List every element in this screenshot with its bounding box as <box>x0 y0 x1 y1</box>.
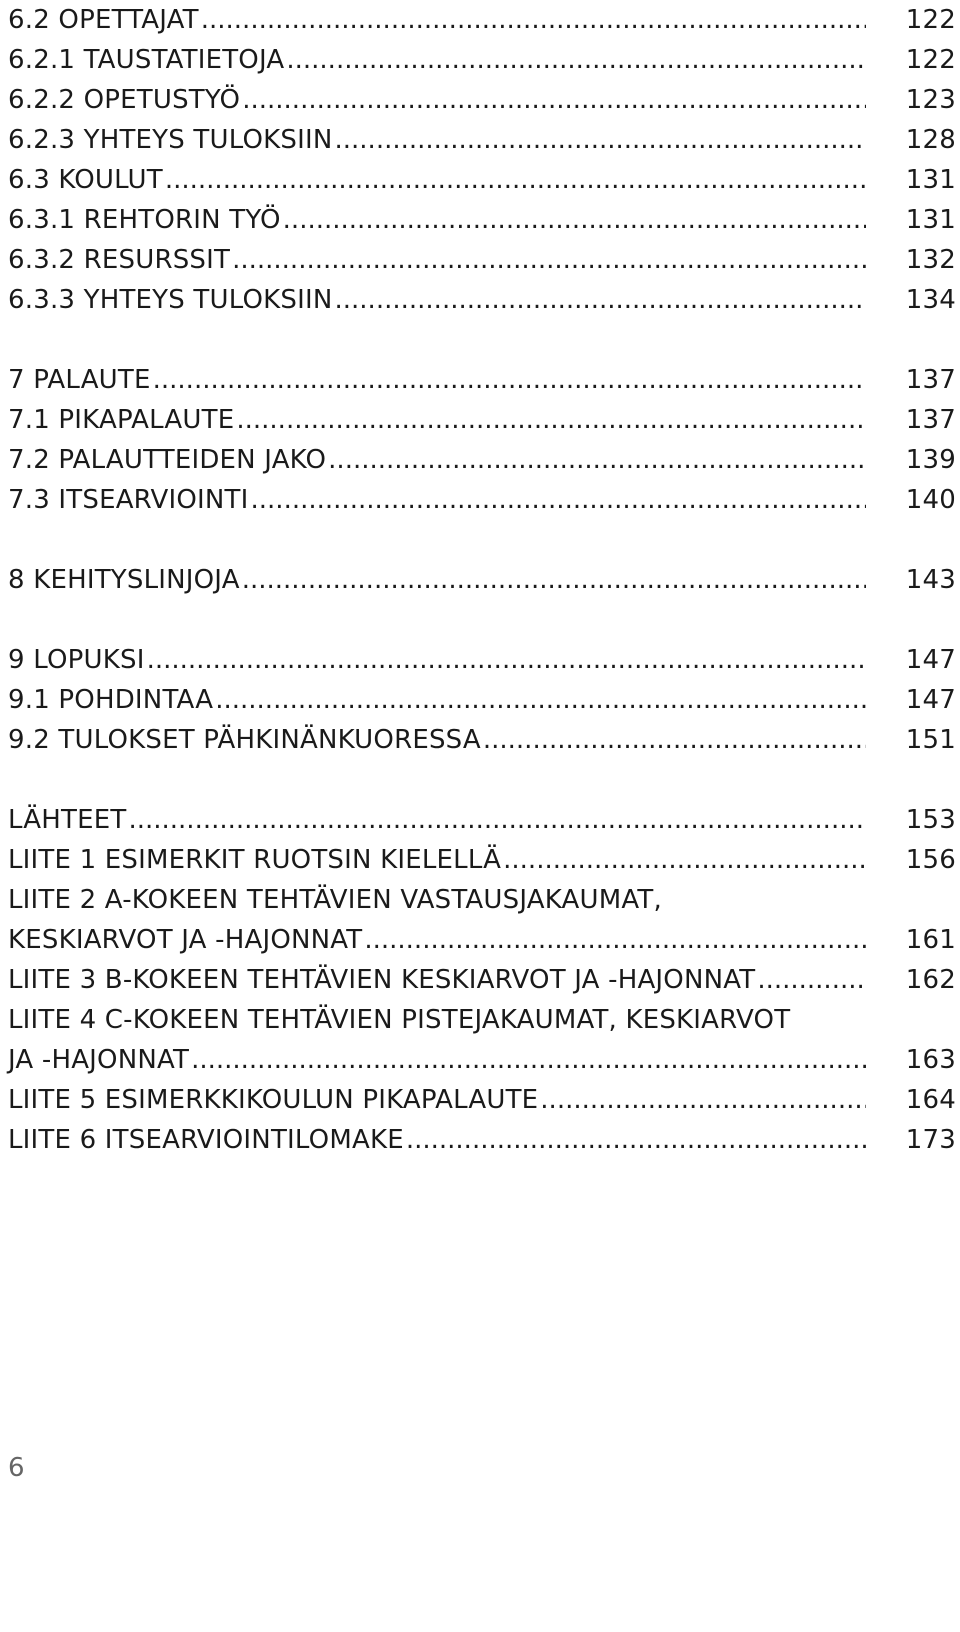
toc-leader-dots <box>335 120 867 160</box>
toc-entry <box>8 120 956 160</box>
toc-entry-title: LIITE 1 ESIMERKIT RUOTSIN KIELELLÄ <box>8 845 502 875</box>
toc-entry <box>8 280 956 320</box>
toc-leader-dots <box>283 200 866 240</box>
toc-entry-title: LIITE 2 A-KOKEEN TEHTÄVIEN VASTAUSJAKAUMAT, <box>8 885 662 915</box>
toc-leader-dots <box>503 840 866 880</box>
toc-leader-dots <box>215 680 866 720</box>
toc-entry <box>8 440 956 480</box>
toc-leader-dots <box>191 1040 866 1080</box>
toc-entry-page: 123 <box>905 85 956 115</box>
toc-entry-title: 9.1 POHDINTAA <box>8 685 214 715</box>
toc-entry-title: LIITE 6 ITSEARVIOINTILOMAKE <box>8 1125 404 1155</box>
toc-leader-dots <box>236 400 866 440</box>
toc-entry-title: 6.3.1 REHTORIN TYÖ <box>8 205 281 235</box>
toc-entry-title: 6.2.2 OPETUSTYÖ <box>8 85 241 115</box>
toc-entry-page: 143 <box>905 565 956 595</box>
toc-leader-dots <box>147 640 866 680</box>
toc-entry-continued <box>8 880 956 920</box>
toc-leader-dots <box>286 40 866 80</box>
toc-entry <box>8 200 956 240</box>
toc-entry-title: 6.3.2 RESURSSIT <box>8 245 231 275</box>
toc-entry-page: 137 <box>905 365 956 395</box>
toc-entry-page: 164 <box>905 1085 956 1115</box>
toc-entry <box>8 560 956 600</box>
toc-leader-dots <box>757 960 866 1000</box>
toc-leader-dots <box>483 720 866 760</box>
toc-entry-page: 122 <box>905 5 956 35</box>
toc-leader-dots <box>128 800 866 840</box>
toc-entry <box>8 1120 956 1160</box>
toc-entry <box>8 840 956 880</box>
toc-entry <box>8 680 956 720</box>
toc-leader-dots <box>201 0 866 40</box>
toc-entry-page: 137 <box>905 405 956 435</box>
toc-leader-dots <box>364 920 866 960</box>
toc-entry <box>8 40 956 80</box>
toc-entry-title: LIITE 4 C-KOKEEN TEHTÄVIEN PISTEJAKAUMAT, KESKIARVOT <box>8 1005 791 1035</box>
toc-entry <box>8 400 956 440</box>
toc-entry-page: 131 <box>905 165 956 195</box>
toc-entry-page: 153 <box>905 805 956 835</box>
toc-entry-title: 9 LOPUKSI <box>8 645 145 675</box>
toc-leader-dots <box>328 440 866 480</box>
toc-entry-page: 162 <box>905 965 956 995</box>
toc-entry-title: LÄHTEET <box>8 805 127 835</box>
toc-entry <box>8 960 956 1000</box>
table-of-contents <box>8 0 956 1160</box>
toc-entry-page: 131 <box>905 205 956 235</box>
toc-leader-dots <box>165 160 866 200</box>
toc-entry-page: 122 <box>905 45 956 75</box>
toc-entry-title: 6.2 OPETTAJAT <box>8 5 199 35</box>
toc-leader-dots <box>251 480 866 520</box>
toc-entry-page: 128 <box>905 125 956 155</box>
toc-entry-continued <box>8 1000 956 1040</box>
toc-leader-dots <box>242 560 866 600</box>
toc-leader-dots <box>540 1080 866 1120</box>
toc-entry <box>8 1080 956 1120</box>
toc-entry <box>8 0 956 40</box>
toc-leader-dots <box>232 240 866 280</box>
toc-entry <box>8 720 956 760</box>
toc-entry-page: 147 <box>905 685 956 715</box>
toc-entry-title: 7.1 PIKAPALAUTE <box>8 405 235 435</box>
toc-leader-dots <box>335 280 867 320</box>
toc-entry <box>8 920 956 960</box>
page-number: 6 <box>8 1453 25 1483</box>
toc-entry-title: KESKIARVOT JA -HAJONNAT <box>8 925 363 955</box>
toc-entry-page: 173 <box>905 1125 956 1155</box>
toc-entry-title: 9.2 TULOKSET PÄHKINÄNKUORESSA <box>8 725 481 755</box>
toc-entry-title: 8 KEHITYSLINJOJA <box>8 565 240 595</box>
toc-entry-title: JA -HAJONNAT <box>8 1045 190 1075</box>
toc-entry <box>8 640 956 680</box>
toc-entry-title: LIITE 3 B-KOKEEN TEHTÄVIEN KESKIARVOT JA -HAJONNAT <box>8 965 756 995</box>
toc-entry-title: 6.3.3 YHTEYS TULOKSIIN <box>8 285 333 315</box>
toc-entry-page: 147 <box>905 645 956 675</box>
toc-entry <box>8 160 956 200</box>
toc-leader-dots <box>406 1120 866 1160</box>
toc-entry-page: 156 <box>905 845 956 875</box>
toc-entry-title: LIITE 5 ESIMERKKIKOULUN PIKAPALAUTE <box>8 1085 539 1115</box>
toc-entry-title: 6.3 KOULUT <box>8 165 163 195</box>
toc-entry-page: 139 <box>905 445 956 475</box>
toc-entry <box>8 800 956 840</box>
toc-entry-page: 134 <box>905 285 956 315</box>
toc-entry-title: 7.3 ITSEARVIOINTI <box>8 485 249 515</box>
toc-entry <box>8 480 956 520</box>
toc-entry-title: 7.2 PALAUTTEIDEN JAKO <box>8 445 327 475</box>
toc-entry <box>8 1040 956 1080</box>
toc-entry-page: 151 <box>905 725 956 755</box>
toc-entry-page: 161 <box>905 925 956 955</box>
toc-entry <box>8 80 956 120</box>
toc-entry <box>8 240 956 280</box>
toc-entry-page: 140 <box>905 485 956 515</box>
toc-entry-title: 7 PALAUTE <box>8 365 151 395</box>
toc-entry-page: 163 <box>905 1045 956 1075</box>
toc-entry-page: 132 <box>905 245 956 275</box>
toc-entry-title: 6.2.1 TAUSTATIETOJA <box>8 45 285 75</box>
toc-entry <box>8 360 956 400</box>
toc-leader-dots <box>153 360 866 400</box>
toc-leader-dots <box>242 80 866 120</box>
toc-entry-title: 6.2.3 YHTEYS TULOKSIIN <box>8 125 333 155</box>
